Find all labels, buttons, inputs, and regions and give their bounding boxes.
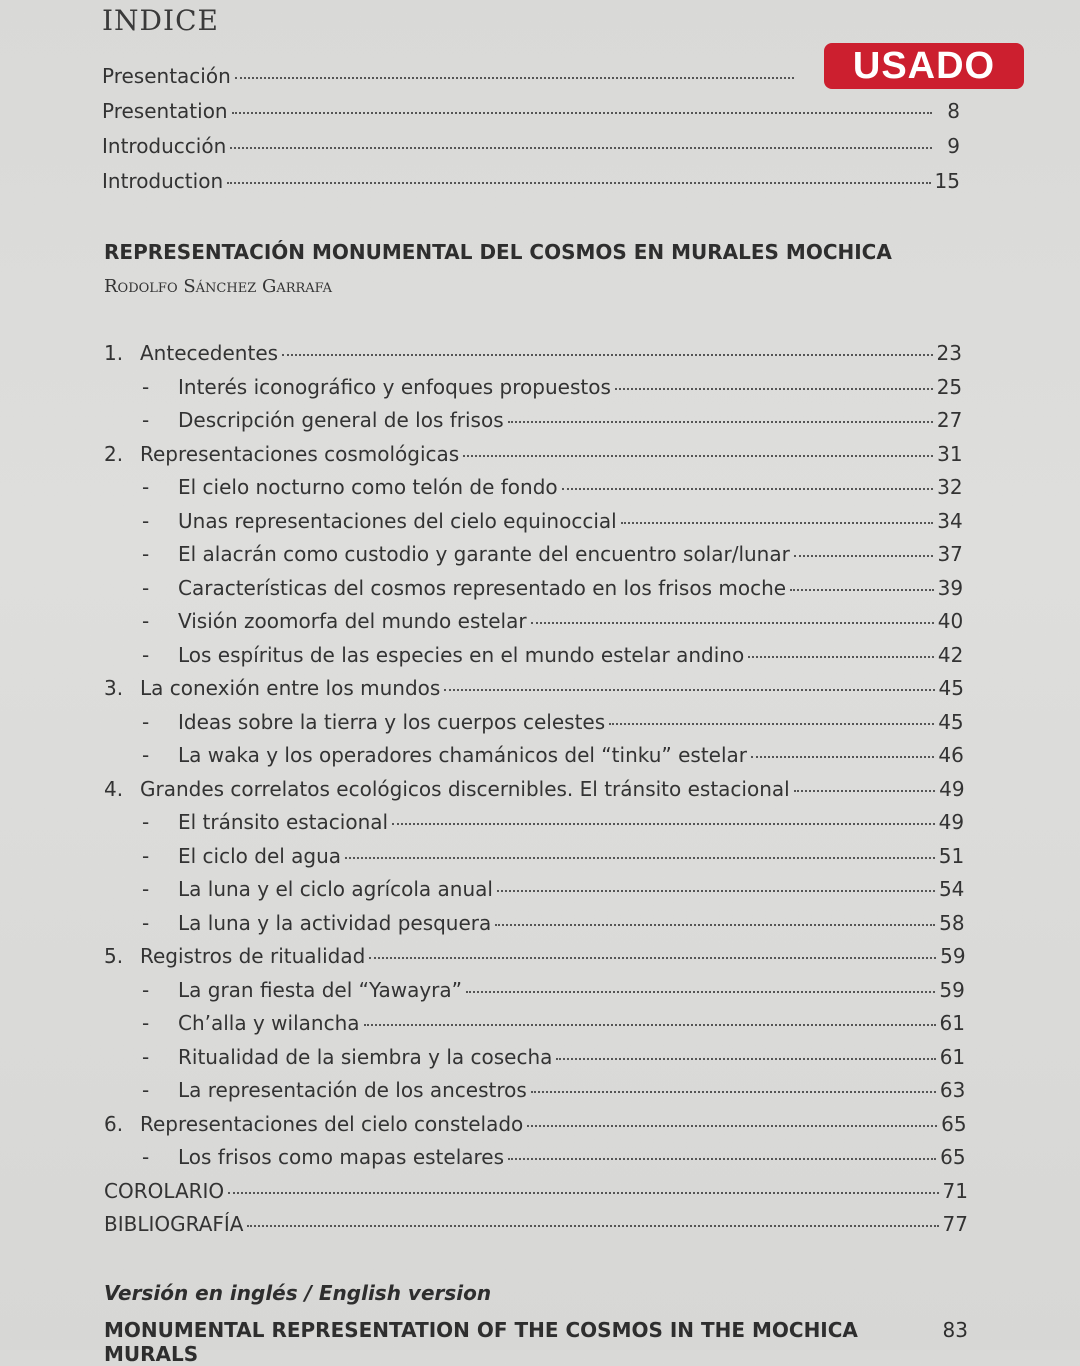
- toc-number: -: [142, 1011, 150, 1035]
- toc-row: [140, 475, 963, 499]
- dot-leader: [562, 488, 933, 490]
- toc-row: [104, 1179, 968, 1203]
- toc-number: -: [142, 843, 150, 868]
- toc-page-number: 63: [939, 1078, 966, 1102]
- toc-label: Visión zoomorfa del mundo estelar: [178, 609, 527, 633]
- toc-page-number: 46: [938, 743, 964, 767]
- dot-leader: [556, 1058, 935, 1060]
- toc-label: El cielo nocturno como telón de fondo: [178, 475, 558, 499]
- toc-row: [102, 99, 960, 123]
- toc-label: El ciclo del agua: [178, 843, 342, 868]
- toc-row: [140, 1145, 966, 1169]
- toc-label: La luna y el ciclo agrícola anual: [178, 877, 493, 901]
- dot-leader: [230, 147, 932, 149]
- toc-page-number: 15: [934, 169, 960, 193]
- toc-page-number: 65: [940, 1145, 966, 1169]
- toc-page-number: 27: [936, 408, 963, 432]
- toc-row: [140, 877, 964, 901]
- toc-row: [140, 1011, 965, 1035]
- toc-label: Grandes correlatos ecológicos discernibles. El tránsito estacional: [140, 776, 790, 801]
- dot-leader: [794, 555, 934, 557]
- used-badge: USADO: [824, 43, 1024, 89]
- toc-label: Presentation: [102, 99, 228, 123]
- toc-page-number: 59: [939, 977, 965, 1002]
- section-author: Rodolfo Sánchez Garrafa: [104, 276, 332, 297]
- dot-leader: [495, 924, 935, 926]
- toc-label: La gran fiesta del “Yawayra”: [178, 977, 463, 1002]
- toc-number: -: [142, 910, 150, 935]
- toc-page-number: 49: [939, 776, 965, 801]
- section-title: REPRESENTACIÓN MONUMENTAL DEL COSMOS EN MURALES MOCHICA: [104, 240, 892, 264]
- dot-leader: [748, 656, 934, 658]
- toc-row: [104, 944, 966, 968]
- toc-number: -: [142, 977, 150, 1002]
- english-page-number: 83: [942, 1318, 968, 1342]
- toc-row: [140, 509, 963, 533]
- toc-row: [140, 978, 965, 1002]
- toc-label: Unas representaciones del cielo equinoccial: [178, 508, 617, 533]
- toc-number: -: [142, 374, 150, 399]
- toc-row: [102, 64, 822, 88]
- toc-label: Características del cosmos representado en los frisos moche: [178, 575, 787, 600]
- toc-number: -: [142, 642, 150, 667]
- toc-number: -: [142, 1044, 150, 1069]
- toc-page-number: 61: [939, 1044, 966, 1069]
- toc-page-number: 42: [937, 642, 964, 667]
- toc-row: [102, 134, 960, 158]
- toc-row: [140, 375, 962, 399]
- dot-leader: [232, 112, 932, 114]
- toc-label: Los espíritus de las especies en el mundo estelar andino: [178, 642, 745, 667]
- dot-leader: [609, 723, 934, 725]
- toc-label: Ritualidad de la siembra y la cosecha: [178, 1044, 553, 1069]
- dot-leader: [615, 388, 933, 390]
- toc-page-number: 31: [937, 441, 963, 466]
- toc-row: [140, 542, 963, 566]
- toc-row: [104, 1212, 968, 1236]
- dot-leader: [794, 790, 935, 792]
- toc-row: [104, 442, 963, 466]
- toc-label: La luna y la actividad pesquera: [178, 910, 492, 935]
- toc-row: [104, 676, 964, 700]
- toc-number: -: [142, 1145, 150, 1169]
- toc-label: La waka y los operadores chamánicos del “tinku” estelar: [178, 743, 748, 767]
- toc-page-number: 40: [937, 609, 964, 633]
- dot-leader: [508, 1158, 936, 1160]
- dot-leader: [508, 421, 933, 423]
- english-title: MONUMENTAL REPRESENTATION OF THE COSMOS IN THE MOCHICA MURALS: [104, 1318, 858, 1366]
- toc-row: [102, 169, 960, 193]
- toc-page-number: 61: [939, 1011, 965, 1035]
- toc-page-number: 8: [947, 99, 960, 123]
- toc-row: [140, 911, 965, 935]
- toc-page-number: 71: [942, 1178, 968, 1203]
- toc-number: -: [142, 408, 150, 432]
- toc-page-number: 45: [938, 676, 964, 700]
- dot-leader: [751, 756, 934, 758]
- toc-label: El alacrán como custodio y garante del encuentro solar/lunar: [178, 542, 790, 566]
- toc-label: Ideas sobre la tierra y los cuerpos celestes: [178, 709, 606, 734]
- toc-label: Introduction: [102, 169, 224, 193]
- toc-row: [140, 710, 964, 734]
- toc-page-number: 37: [937, 542, 963, 566]
- toc-label: Antecedentes: [140, 341, 279, 365]
- toc-page-number: 9: [947, 134, 960, 158]
- english-title-row: [104, 1318, 968, 1366]
- toc-row: [140, 643, 963, 667]
- dot-leader: [282, 354, 933, 356]
- dot-leader: [531, 1091, 936, 1093]
- dot-leader: [345, 857, 935, 859]
- toc-row: [140, 810, 964, 834]
- toc-row: [140, 609, 963, 633]
- toc-label: Representaciones del cielo constelado: [140, 1111, 524, 1136]
- toc-row: [140, 576, 963, 600]
- toc-number: -: [142, 877, 150, 901]
- dot-leader: [235, 77, 794, 79]
- toc-page-number: 54: [938, 877, 965, 901]
- toc-number: 2.: [104, 441, 124, 466]
- toc-number: -: [142, 810, 150, 834]
- dot-leader: [531, 622, 934, 624]
- dot-leader: [466, 991, 935, 993]
- toc-label: Representaciones cosmológicas: [140, 441, 460, 466]
- toc-label: Descripción general de los frisos: [178, 408, 504, 432]
- toc-page-number: 34: [937, 508, 963, 533]
- dot-leader: [527, 1125, 937, 1127]
- toc-label: El tránsito estacional: [178, 810, 389, 834]
- toc-page-number: 25: [936, 374, 963, 399]
- toc-label: COROLARIO: [104, 1178, 225, 1203]
- toc-number: -: [142, 542, 150, 566]
- toc-row: [104, 777, 965, 801]
- toc-label: La representación de los ancestros: [178, 1078, 527, 1102]
- toc-label: Los frisos como mapas estelares: [178, 1145, 505, 1169]
- toc-page-number: 39: [937, 575, 964, 600]
- toc-row: [140, 844, 964, 868]
- dot-leader: [364, 1024, 936, 1026]
- toc-row: [140, 743, 964, 767]
- toc-label: Interés iconográfico y enfoques propuestos: [178, 374, 611, 399]
- toc-label: Registros de ritualidad: [140, 944, 366, 968]
- dot-leader: [621, 522, 934, 524]
- toc-number: -: [142, 743, 150, 767]
- toc-label: La conexión entre los mundos: [140, 676, 441, 700]
- english-version-heading: Versión en inglés / English version: [104, 1281, 492, 1305]
- dot-leader: [444, 689, 934, 691]
- toc-row: [104, 341, 962, 365]
- toc-row: [140, 408, 962, 432]
- toc-number: -: [142, 575, 150, 600]
- dot-leader: [247, 1225, 938, 1227]
- toc-label: Presentación: [102, 64, 231, 88]
- toc-label: Ch’alla y wilancha: [178, 1011, 360, 1035]
- toc-number: -: [142, 709, 150, 734]
- toc-number: 5.: [104, 944, 124, 968]
- toc-number: -: [142, 1078, 150, 1102]
- toc-row: [104, 1112, 967, 1136]
- toc-number: -: [142, 475, 150, 499]
- toc-page-number: 65: [941, 1111, 967, 1136]
- toc-page-number: 23: [936, 341, 962, 365]
- toc-number: -: [142, 508, 150, 533]
- dot-leader: [369, 957, 936, 959]
- index-title: INDICE: [102, 4, 219, 37]
- toc-row: [140, 1045, 965, 1069]
- dot-leader: [392, 823, 935, 825]
- toc-page-number: 32: [937, 475, 963, 499]
- dot-leader: [227, 182, 930, 184]
- toc-page-number: 58: [939, 910, 965, 935]
- toc-page-number: 45: [938, 709, 964, 734]
- toc-number: -: [142, 609, 150, 633]
- toc-page-number: 59: [940, 944, 966, 968]
- dot-leader: [463, 455, 933, 457]
- toc-row: [140, 1078, 965, 1102]
- dot-leader: [228, 1192, 938, 1194]
- toc-page-number: 49: [938, 810, 965, 834]
- toc-page-number: 77: [942, 1212, 968, 1236]
- toc-number: 3.: [104, 676, 124, 700]
- toc-page-number: 51: [938, 843, 965, 868]
- toc-label: Introducción: [102, 134, 227, 158]
- toc-number: 4.: [104, 776, 124, 801]
- toc-number: 6.: [104, 1111, 124, 1136]
- toc-number: 1.: [104, 341, 124, 365]
- dot-leader: [790, 589, 934, 591]
- toc-label: BIBLIOGRAFÍA: [104, 1212, 244, 1236]
- dot-leader: [497, 890, 935, 892]
